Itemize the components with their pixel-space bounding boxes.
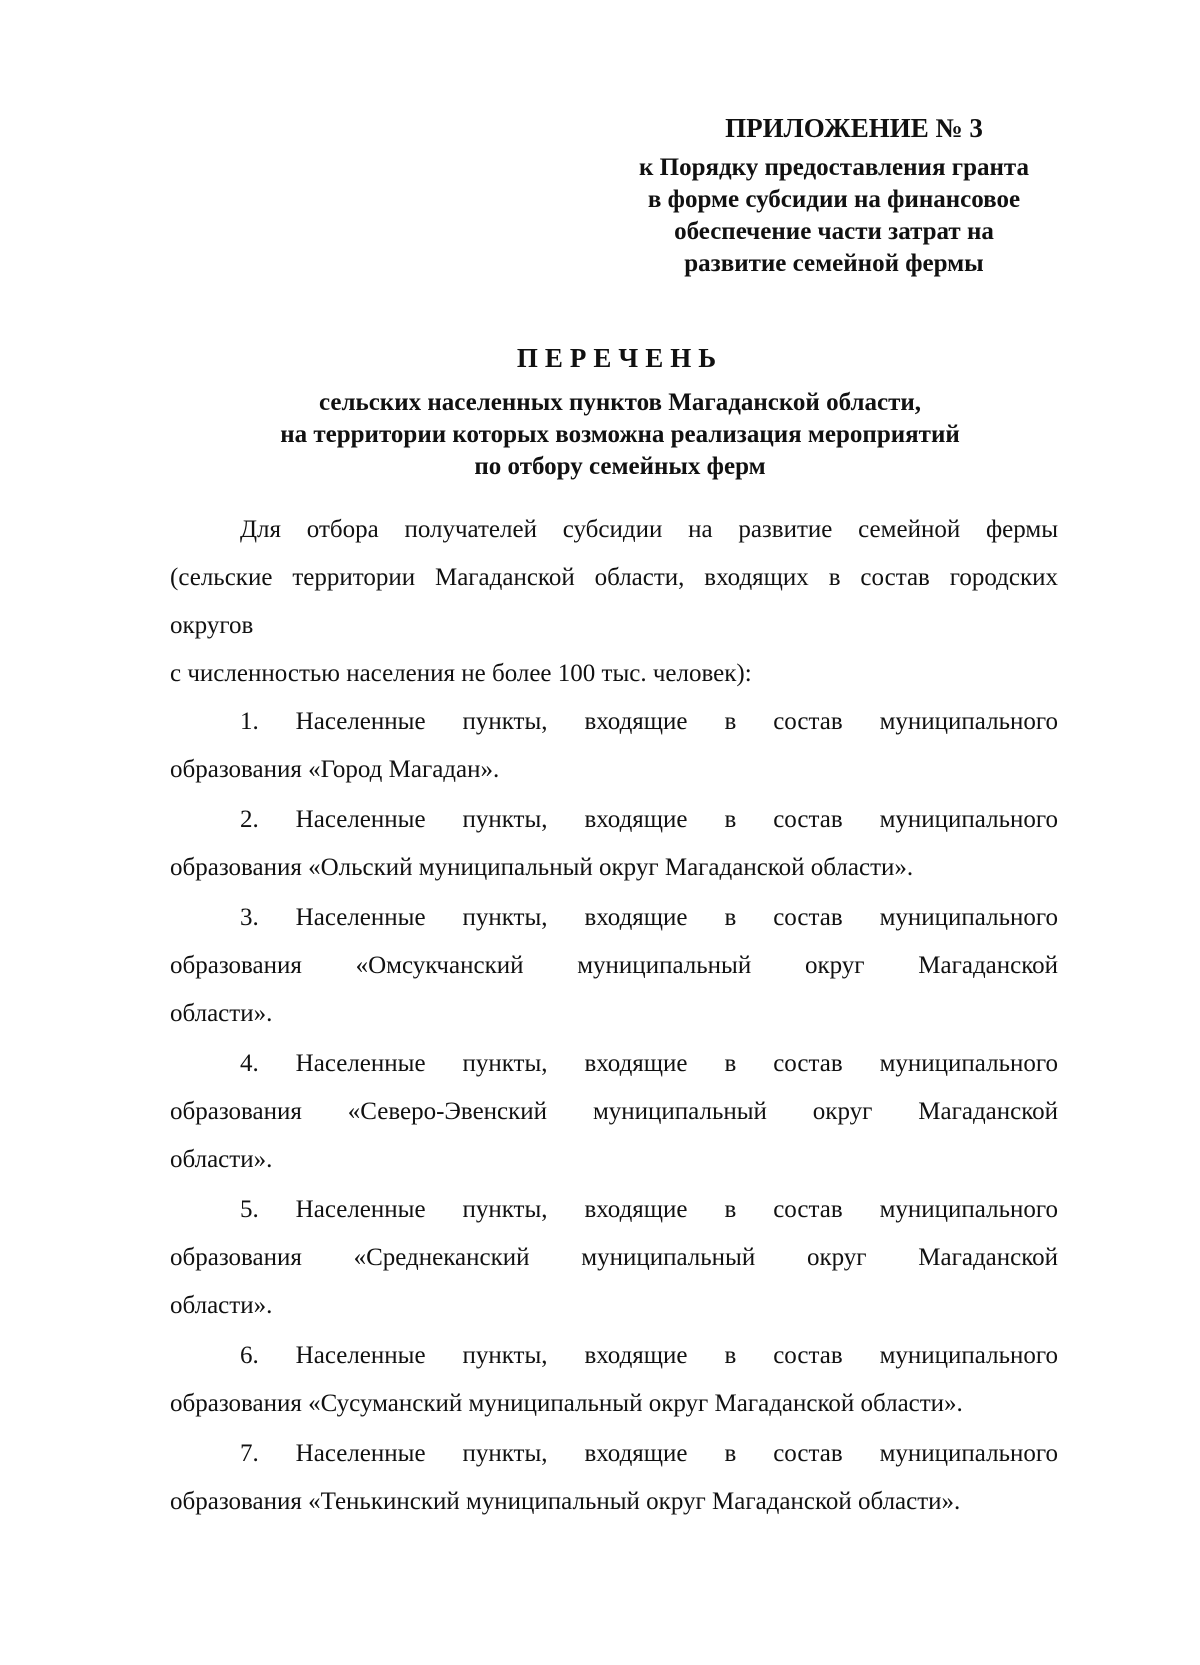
list-item (170, 1430, 1058, 1526)
list-item-text: образования «Тенькинский муниципальный округ Магаданской области». (170, 1488, 961, 1515)
list-item-first-line: 6. Населенные пункты, входящие в состав муниципального (240, 1342, 1058, 1369)
intro-line: (сельские территории Магаданской области, входящих в состав городских (170, 564, 1058, 591)
appendix-line: к Порядку предоставления гранта (638, 154, 1029, 181)
list-item-text: образования «Северо-Эвенский муниципальный округ Магаданской (170, 1098, 1058, 1125)
intro-line: округов (170, 612, 254, 639)
list-item (170, 1040, 1058, 1184)
list-item-text: образования «Ольский муниципальный округ Магаданской области». (170, 854, 914, 881)
list-item-text: образования «Город Магадан». (170, 756, 500, 783)
list-item-first-line: 3. Населенные пункты, входящие в состав муниципального (240, 904, 1058, 931)
appendix-line: в форме субсидии на финансовое (647, 186, 1021, 213)
appendix-line: развитие семейной фермы (684, 250, 984, 277)
appendix-title: ПРИЛОЖЕНИЕ № 3 (725, 113, 983, 143)
intro-line: Для отбора получателей субсидии на развитие семейной фермы (240, 516, 1058, 543)
list-item-tail: области». (170, 1146, 273, 1173)
list-item-tail: области». (170, 1000, 273, 1027)
list-title: ПЕРЕЧЕНЬ (516, 343, 724, 373)
subtitle-line: сельских населенных пунктов Магаданской области, (318, 389, 922, 416)
list-item (170, 1186, 1058, 1330)
list-item (170, 698, 1058, 794)
list-item-tail: области». (170, 1292, 273, 1319)
document-body (170, 506, 1058, 1528)
appendix-header (560, 110, 1108, 280)
list-item (170, 1332, 1058, 1428)
list-item-text: образования «Сусуманский муниципальный округ Магаданской области». (170, 1390, 963, 1417)
appendix-line: обеспечение части затрат на (674, 218, 994, 245)
list-subtitle (190, 387, 1050, 483)
intro-paragraph (170, 506, 1058, 698)
list-item-first-line: 2. Населенные пункты, входящие в состав муниципального (240, 806, 1058, 833)
list-item-first-line: 5. Населенные пункты, входящие в состав муниципального (240, 1196, 1058, 1223)
list-item-first-line: 4. Населенные пункты, входящие в состав муниципального (240, 1050, 1058, 1077)
subtitle-line: по отбору семейных ферм (474, 453, 766, 480)
list-item-first-line: 1. Населенные пункты, входящие в состав муниципального (240, 708, 1058, 735)
intro-line: с численностью населения не более 100 тыс. человек): (170, 660, 752, 687)
list-item (170, 796, 1058, 892)
list-item (170, 894, 1058, 1038)
list-item-text: образования «Омсукчанский муниципальный округ Магаданской (170, 952, 1058, 979)
list-item-first-line: 7. Населенные пункты, входящие в состав муниципального (240, 1440, 1058, 1467)
subtitle-line: на территории которых возможна реализация мероприятий (280, 421, 960, 448)
list-item-text: образования «Среднеканский муниципальный округ Магаданской (170, 1244, 1058, 1271)
